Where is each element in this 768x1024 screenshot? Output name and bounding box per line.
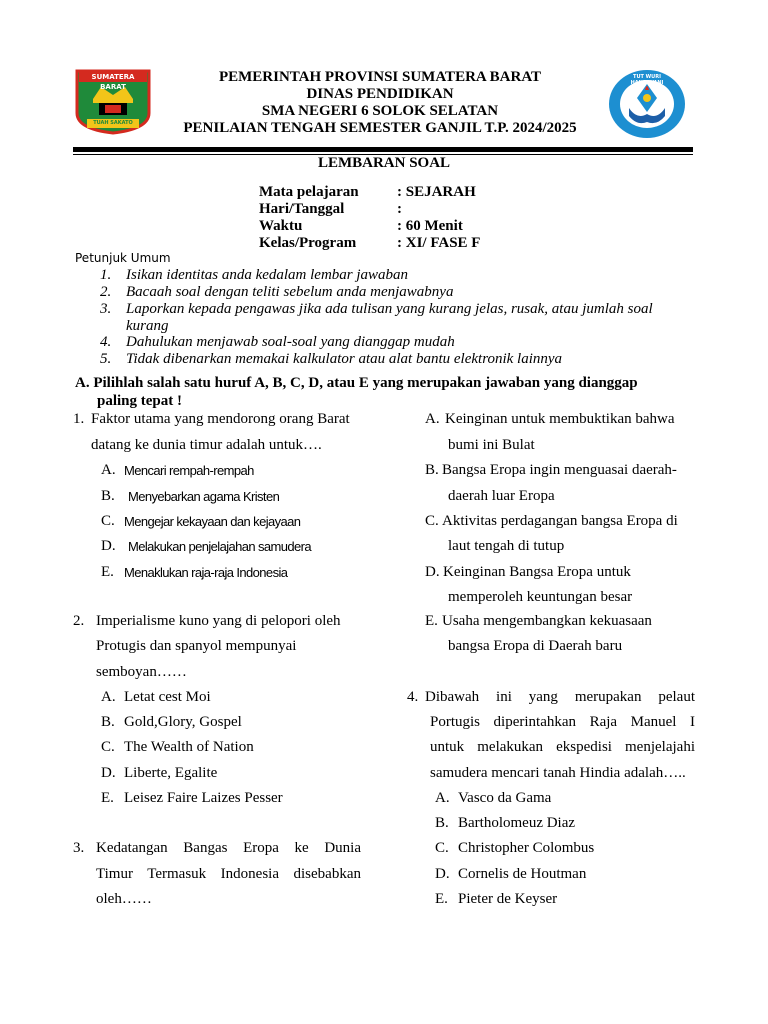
option-text-cont: bangsa Eropa di Daerah baru	[448, 638, 623, 654]
option-letter: A.	[101, 462, 116, 478]
question-number: 2.	[73, 613, 85, 629]
option-text-cont: memperoleh keuntungan besar	[448, 589, 633, 605]
question-text: Kedatangan Bangas Eropa ke Dunia	[96, 840, 361, 856]
meta-value: : XI/ FASE F	[397, 235, 481, 251]
question-text: Portugis diperintahkan Raja Manuel I	[430, 714, 695, 730]
question-text: untuk melakukan ekspedisi menjelajahi	[430, 739, 695, 755]
left-logo-motto: TUAH SAKATO	[93, 120, 133, 126]
section-a-heading-cont: paling tepat !	[97, 393, 183, 409]
question-text: Imperialisme kuno yang di pelopori oleh	[96, 613, 341, 629]
instruction-number: 1.	[100, 267, 112, 283]
option-text-cont: laut tengah di tutup	[448, 538, 565, 554]
instruction-text: Bacaah soal dengan teliti sebelum anda menjawabnya	[126, 284, 454, 300]
tut-wuri-handayani-logo	[607, 68, 687, 140]
option-letter: D.	[435, 866, 450, 882]
question-text: Protugis dan spanyol mempunyai	[96, 638, 297, 654]
option-text: Mengejar kekayaan dan kejayaan	[124, 514, 301, 529]
option-letter: A.	[101, 689, 116, 705]
question-text: samudera mencari tanah Hindia adalah…..	[430, 765, 686, 781]
option-letter: D.	[101, 765, 116, 781]
option-letter: C.	[101, 739, 115, 755]
instruction-text: Dahulukan menjawab soal-soal yang dianggap mudah	[126, 334, 455, 350]
option-text-cont: daerah luar Eropa	[448, 488, 555, 504]
option-text: Gold,Glory, Gospel	[124, 714, 242, 730]
header-line-4: PENILAIAN TENGAH SEMESTER GANJIL T.P. 2024/2025	[183, 120, 577, 136]
instruction-number: 4.	[100, 334, 112, 350]
option-text: Keinginan Bangsa Eropa untuk	[443, 564, 631, 580]
option-text: Pieter de Keyser	[458, 891, 558, 907]
option-letter: B.	[101, 488, 115, 504]
option-letter: A.	[435, 790, 450, 806]
question-text: Faktor utama yang mendorong orang Barat	[91, 411, 350, 427]
header-line-1: PEMERINTAH PROVINSI SUMATERA BARAT	[218, 69, 542, 85]
option-letter: E.	[435, 891, 448, 907]
option-letter: D.	[425, 564, 440, 580]
meta-value: : 60 Menit	[397, 218, 463, 234]
header-divider-thick	[73, 147, 693, 152]
header-line-2: DINAS PENDIDIKAN	[306, 86, 454, 102]
instructions-heading: Petunjuk Umum	[75, 251, 171, 265]
option-text: Bartholomeuz Diaz	[458, 815, 576, 831]
question-text: Dibawah ini yang merupakan pelaut	[425, 689, 695, 705]
option-text: Cornelis de Houtman	[458, 866, 587, 882]
option-letter: E.	[425, 613, 438, 629]
option-letter: B.	[425, 462, 439, 478]
option-letter: B.	[435, 815, 449, 831]
option-text: Liberte, Egalite	[124, 765, 218, 781]
option-text: Bangsa Eropa ingin menguasai daerah-	[442, 462, 677, 478]
option-letter: E.	[101, 790, 114, 806]
question-text: semboyan……	[96, 664, 187, 680]
option-text: Menyebarkan agama Kristen	[128, 489, 280, 504]
instruction-text: Tidak dibenarkan memakai kalkulator atau alat bantu elektronik lainnya	[126, 351, 563, 367]
option-text: Keinginan untuk membuktikan bahwa	[445, 411, 675, 427]
page-title: LEMBARAN SOAL	[317, 155, 451, 171]
header-line-3: SMA NEGERI 6 SOLOK SELATAN	[261, 103, 499, 119]
option-text-cont: bumi ini Bulat	[448, 437, 535, 453]
option-text: Leisez Faire Laizes Pesser	[124, 790, 283, 806]
meta-label: Mata pelajaran	[259, 184, 359, 200]
meta-value: :	[397, 201, 402, 217]
right-logo-motto: TUT WURI HANDAYANI	[630, 74, 664, 86]
instruction-text: kurang	[126, 318, 169, 334]
option-text: Aktivitas perdagangan bangsa Eropa di	[442, 513, 678, 529]
option-letter: D.	[101, 538, 116, 554]
option-letter: C.	[101, 513, 115, 529]
option-text: Letat cest Moi	[124, 689, 211, 705]
option-text: Usaha mengembangkan kekuasaan	[442, 613, 652, 629]
question-text: Timur Termasuk Indonesia disebabkan	[96, 866, 361, 882]
instruction-number: 2.	[100, 284, 112, 300]
option-letter: B.	[101, 714, 115, 730]
question-text: datang ke dunia timur adalah untuk….	[91, 437, 322, 453]
meta-label: Kelas/Program	[259, 235, 357, 251]
meta-value: : SEJARAH	[397, 184, 476, 200]
left-logo-text: SUMATERA BARAT	[91, 73, 135, 91]
option-text: The Wealth of Nation	[124, 739, 254, 755]
meta-label: Hari/Tanggal	[259, 201, 345, 217]
instruction-number: 5.	[100, 351, 112, 367]
question-number: 4.	[407, 689, 419, 705]
option-letter: C.	[425, 513, 439, 529]
option-text: Vasco da Gama	[458, 790, 552, 806]
question-number: 1.	[73, 411, 85, 427]
option-letter: E.	[101, 564, 114, 580]
option-letter: A.	[425, 411, 440, 427]
option-text: Menaklukan raja-raja Indonesia	[124, 565, 288, 580]
question-number: 3.	[73, 840, 85, 856]
instruction-text: Isikan identitas anda kedalam lembar jawaban	[126, 267, 409, 283]
instruction-text: Laporkan kepada pengawas jika ada tulisan yang kurang jelas, rusak, atau jumlah soal	[126, 301, 653, 317]
section-a-heading: A. Pilihlah salah satu huruf A, B, C, D, atau E yang merupakan jawaban yang dianggap	[75, 375, 638, 391]
sumatera-barat-logo	[75, 69, 151, 135]
meta-label: Waktu	[259, 218, 303, 234]
option-text: Melakukan penjelajahan samudera	[128, 539, 312, 554]
question-text: oleh……	[96, 891, 152, 907]
option-letter: C.	[435, 840, 449, 856]
option-text: Christopher Colombus	[458, 840, 595, 856]
instruction-number: 3.	[100, 301, 112, 317]
option-text: Mencari rempah-rempah	[124, 463, 254, 478]
